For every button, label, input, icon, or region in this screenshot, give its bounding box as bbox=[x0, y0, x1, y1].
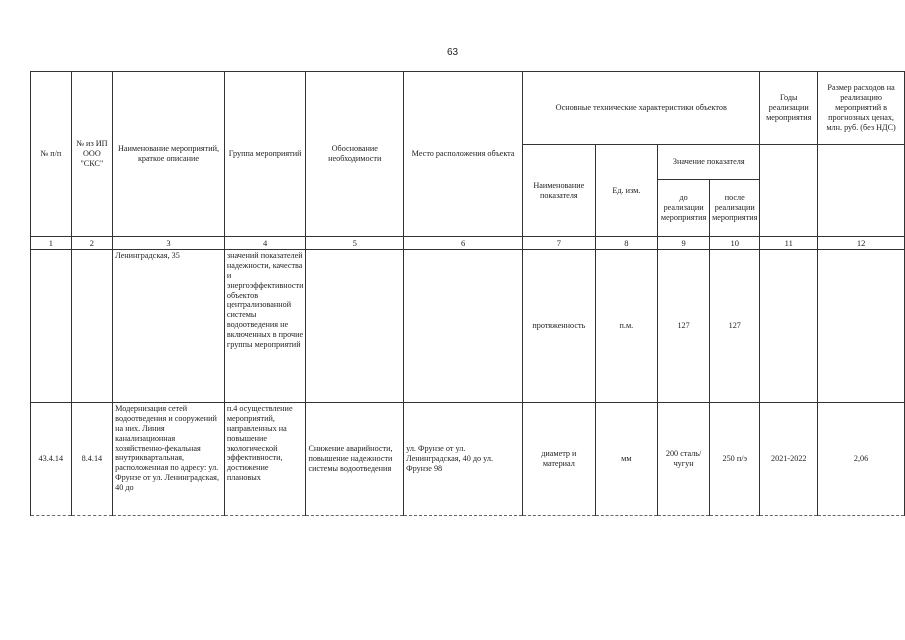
header-after: после реализации мероприятия bbox=[710, 180, 760, 237]
column-number: 5 bbox=[306, 237, 404, 250]
header-justification: Обоснование необходимости bbox=[306, 72, 404, 237]
column-number: 3 bbox=[113, 237, 225, 250]
header-measure-name: Наименование мероприятий, краткое описание bbox=[113, 72, 225, 237]
cell-value-after: 250 п/э bbox=[710, 403, 760, 516]
header-cost: Размер расходов на реализацию мероприятий в прогнозных ценах, млн. руб. (без НДС) bbox=[818, 72, 905, 145]
header-measure-group: Группа мероприятий bbox=[224, 72, 306, 237]
header-years-spacer bbox=[760, 145, 818, 237]
header-before: до реализации мероприятия bbox=[658, 180, 710, 237]
column-number: 11 bbox=[760, 237, 818, 250]
column-number: 7 bbox=[523, 237, 596, 250]
cell-measure-name: Ленинградская, 35 bbox=[113, 250, 225, 403]
header-ip-number: № из ИП ООО "СКС" bbox=[71, 72, 113, 237]
cell-location bbox=[404, 250, 523, 403]
header-years: Годы реализации мероприятия bbox=[760, 72, 818, 145]
cell-ip-number bbox=[71, 250, 113, 403]
cell-indicator-name: диаметр и материал bbox=[523, 403, 596, 516]
investment-program-table bbox=[30, 71, 905, 516]
cell-cost: 2,06 bbox=[818, 403, 905, 516]
cell-unit: п.м. bbox=[595, 250, 658, 403]
column-number: 6 bbox=[404, 237, 523, 250]
column-number: 4 bbox=[224, 237, 306, 250]
cell-value-after: 127 bbox=[710, 250, 760, 403]
cell-ip-number: 8.4.14 bbox=[71, 403, 113, 516]
column-number: 12 bbox=[818, 237, 905, 250]
cell-indicator-name: протяженность bbox=[523, 250, 596, 403]
header-indicator-value: Значение показателя bbox=[658, 145, 760, 180]
cell-measure-group: значений показателей надежности, качества и энергоэффективности объектов централизованной системы водоотведения не включенных в прочие группы мероприятий bbox=[224, 250, 306, 403]
cell-years: 2021-2022 bbox=[760, 403, 818, 516]
column-number: 10 bbox=[710, 237, 760, 250]
header-num: № п/п bbox=[31, 72, 72, 237]
column-number: 2 bbox=[71, 237, 113, 250]
cell-justification bbox=[306, 250, 404, 403]
cell-num bbox=[31, 250, 72, 403]
cell-justification: Снижение аварийности, повышение надежности системы водоотведения bbox=[306, 403, 404, 516]
cell-value-before: 127 bbox=[658, 250, 710, 403]
cell-measure-name: Модернизация сетей водоотведения и сооружений на них. Линия канализационная хозяйственно-фекальная внутриквартальная, расположенная по адресу: ул. Фрунзе от ул. Ленинградская, 40 до bbox=[113, 403, 225, 516]
column-number: 9 bbox=[658, 237, 710, 250]
table-row bbox=[31, 250, 905, 403]
cell-cost bbox=[818, 250, 905, 403]
column-number: 1 bbox=[31, 237, 72, 250]
cell-value-before: 200 сталь/чугун bbox=[658, 403, 710, 516]
cell-num: 43.4.14 bbox=[31, 403, 72, 516]
header-cost-spacer bbox=[818, 145, 905, 237]
header-tech-characteristics: Основные технические характеристики объектов bbox=[523, 72, 760, 145]
column-number: 8 bbox=[595, 237, 658, 250]
cell-unit: мм bbox=[595, 403, 658, 516]
cell-years bbox=[760, 250, 818, 403]
cell-measure-group: п.4 осуществление мероприятий, направленных на повышение экологической эффективности, достижение плановых bbox=[224, 403, 306, 516]
page-number: 63 bbox=[446, 47, 459, 58]
header-indicator-name: Наименование показателя bbox=[523, 145, 596, 237]
cell-location: ул. Фрунзе от ул. Ленинградская, 40 до ул. Фрунзе 98 bbox=[404, 403, 523, 516]
header-unit: Ед. изм. bbox=[595, 145, 658, 237]
header-location: Место расположения объекта bbox=[404, 72, 523, 237]
table-row bbox=[31, 403, 905, 516]
